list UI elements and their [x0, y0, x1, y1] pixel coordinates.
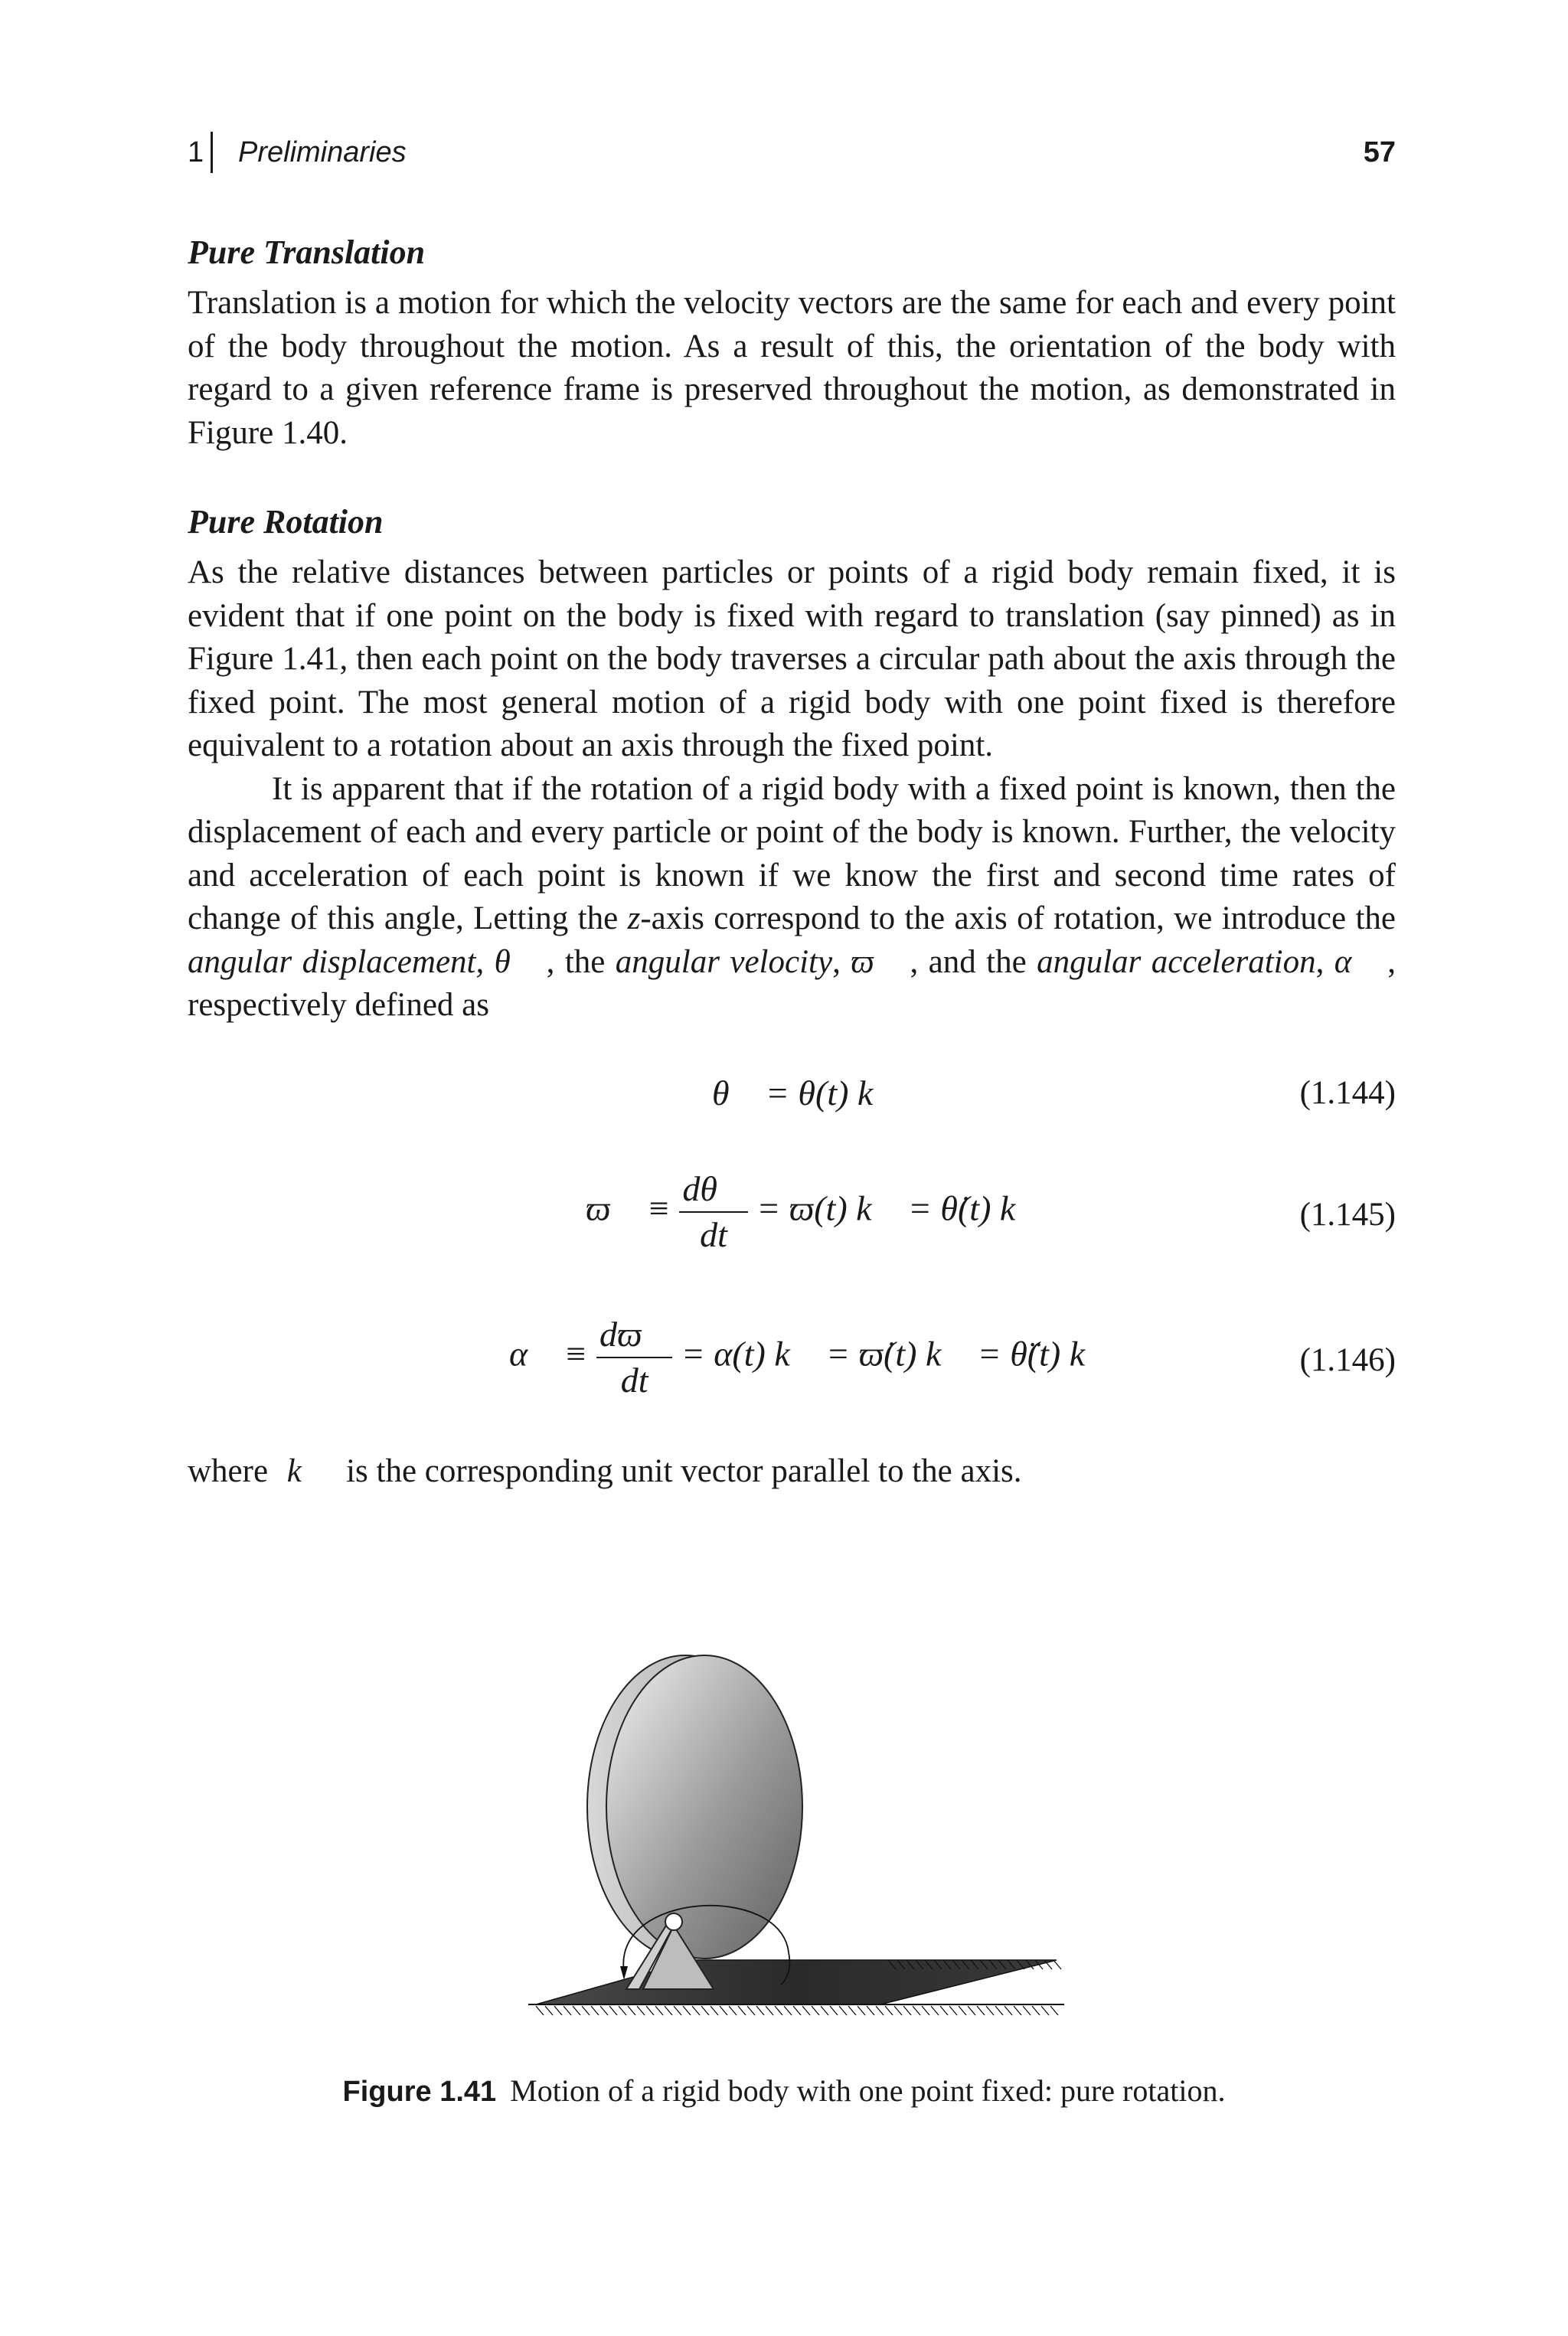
rigid-body-rotation-figure — [521, 1638, 1072, 2044]
figure-label: Figure 1.41 — [342, 2076, 497, 2108]
equation-1-146 — [188, 1312, 1396, 1412]
theta-vector-symbol: θ⃗ — [494, 943, 537, 980]
paragraph: It is apparent that if the rotation of a rigid body with a fixed point is known, then the displacement of each and every particle or point of the body is known. Further, the velocity and acceleration of each point is known if we know the first and second time rates of change of this angle, Letting the z-axis correspond to the axis of rotation, we introduce the angular displacement, θ⃗ , the angular velocity, ϖ⃗ , and the angular acceleration, α⃗ , respectively defined as — [188, 770, 1396, 1023]
alpha-vector-symbol: α⃗ — [1334, 943, 1377, 980]
where-clause: where k⃗ is the corresponding unit vector parallel to the axis. — [188, 1453, 1022, 1489]
term-angular-acceleration: angular acceleration — [1037, 943, 1316, 980]
equation-1-145 — [188, 1167, 1396, 1266]
section-pure-rotation — [188, 499, 1396, 1028]
k-vector-symbol: k⃗ — [286, 1453, 328, 1489]
chapter-title: Preliminaries — [238, 136, 407, 168]
equation-number: (1.144) — [1299, 1075, 1396, 1111]
page-number: 57 — [1363, 136, 1396, 168]
term-angular-displacement: angular displacement, — [188, 943, 485, 980]
chapter-number: 1 — [188, 136, 204, 168]
equation-body: ϖ⃗ ≡ $\frac{d\theta⃗}{dt}$ = ϖ(t) k⃗ = θ̇(t) k⃗ — [586, 1167, 1043, 1257]
ground-plane — [528, 1960, 1064, 2015]
fraction: $\frac{d\theta⃗}{dt}$ — [679, 1167, 747, 1257]
equation-body: α⃗ ≡ $\frac{dϖ⃗}{dt}$ = α(t) k⃗ = ϖ̇(t) k⃗ = θ̈(t) k⃗ — [509, 1312, 1112, 1403]
section-pure-translation — [188, 230, 1396, 455]
term-angular-velocity: angular velocity — [615, 943, 833, 980]
running-header — [188, 133, 1396, 179]
section-heading: Pure Rotation — [188, 503, 384, 541]
equation-number: (1.145) — [1299, 1197, 1396, 1233]
caption-text: Motion of a rigid body with one point fixed: pure rotation. — [510, 2073, 1226, 2108]
paragraph: As the relative distances between particles or points of a rigid body remain fixed, it is evident that if one point on the body is fixed with regard to translation (say pinned) as in Figure 1.41, then each point on the body traverses a circular path about the axis through the fixed point. The most general motion of a rigid body with one point fixed is therefore equivalent to a rotation about an axis through the fixed point. — [188, 554, 1396, 763]
equation-1-144 — [188, 1068, 1396, 1122]
fraction: $\frac{dϖ⃗}{dt}$ — [596, 1312, 672, 1403]
pivot-pin — [665, 1913, 682, 1930]
rigid-disc-body — [587, 1655, 802, 1959]
figure-caption — [0, 2071, 1568, 2112]
omega-vector-symbol: ϖ⃗ — [851, 943, 900, 980]
section-heading: Pure Translation — [188, 234, 426, 271]
paragraph: Translation is a motion for which the velocity vectors are the same for each and every point of the body throughout the motion. As a result of this, the orientation of the body with regard to a given reference frame is preserved throughout the motion, as demonstrated in Figure 1.40. — [188, 285, 1396, 451]
equation-number: (1.146) — [1299, 1342, 1396, 1378]
equation-body: θ⃗ = θ(t) k⃗ — [712, 1073, 901, 1112]
header-divider — [211, 132, 213, 173]
